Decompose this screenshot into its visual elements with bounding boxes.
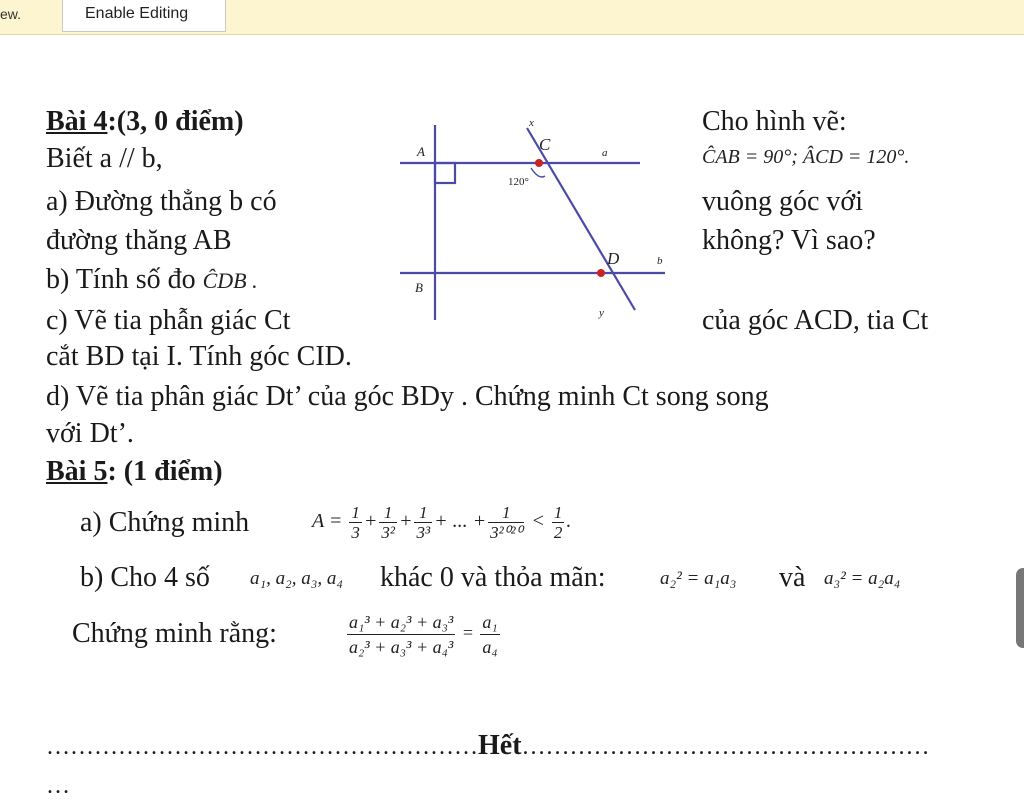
bai4-c-line1-right: của góc ACD, tia Ct <box>702 305 929 336</box>
bai5-a-expression: A = $\frac{1}{3}$ + $\frac{1}{\text{3²}}$ + $\frac{1}{\text{3³}}$ + ... + $\frac{1}{\text{3²⁰²⁰}}$ < $\frac{1}{2}$ . <box>312 502 572 542</box>
label-C: C <box>539 135 551 154</box>
bai5-a-text: a) Chứng minh <box>80 507 250 538</box>
message-bar-text: ew. <box>0 6 22 22</box>
footer-dots-left: ……………………………………………… <box>46 734 478 760</box>
bai4-d-line2: với Dt’. <box>46 418 134 449</box>
geometry-figure <box>395 110 695 330</box>
frac-rhs: $\frac{1}{2}$ <box>553 502 563 542</box>
point-C <box>535 159 543 167</box>
a-lt: < <box>531 510 545 532</box>
prove-rhs: $\frac{\text{a₁}}{\text{a₄}}$ <box>482 612 498 657</box>
right-angle-mark <box>435 163 455 183</box>
label-b: b <box>657 255 663 267</box>
enable-editing-button[interactable]: Enable Editing <box>62 0 226 32</box>
footer-ellipsis: … <box>46 773 70 799</box>
bai5-prove: Chứng minh rằng: <box>72 618 277 649</box>
bai5-title: Bài 5 <box>46 456 108 487</box>
bai4-b-text: b) Tính số đo <box>46 264 196 295</box>
frac-1: $\frac{1}{3}$ <box>351 502 360 542</box>
label-x: x <box>529 117 534 129</box>
point-D <box>597 269 605 277</box>
bai5-prove-expression <box>345 610 502 659</box>
frac-2: $\frac{1}{\text{3²}}$ <box>381 502 395 542</box>
bai4-c-line2: cắt BD tại I. Tính góc CID. <box>46 341 352 372</box>
line-xy <box>527 128 635 310</box>
label-D: D <box>607 249 620 268</box>
footer-het: Hết <box>478 730 522 761</box>
frac-3: $\frac{1}{\text{3³}}$ <box>416 502 431 542</box>
a-A: A = <box>312 510 343 532</box>
prove-eq: = <box>461 622 474 643</box>
bai4-intro-right: Cho hình vẽ: <box>702 106 847 137</box>
bai4-a-line1: a) Đường thẳng b có <box>46 186 277 217</box>
bai5-b-eq2: a₃² = a₂a₄ <box>824 568 901 589</box>
angle-label: 120° <box>508 176 529 188</box>
bai5-b-eq1: a₂² = a₁a₃ <box>660 568 737 589</box>
label-B: B <box>415 280 423 295</box>
bai4-given-angles: ĈAB = 90°; ÂCD = 120°. <box>702 146 910 168</box>
bai4-a-line2: đường thăng AB <box>46 225 232 256</box>
footer-line <box>46 730 930 763</box>
bai4-line1: Biết a // b, <box>46 143 163 174</box>
bai5-b-vars: a₁, a₂, a₃, a₄ <box>250 568 343 589</box>
label-y: y <box>599 307 604 319</box>
bai5-heading <box>46 456 223 488</box>
label-A: A <box>417 144 425 159</box>
bai4-b-line <box>46 264 258 297</box>
bai4-a-line1-right: vuông góc với <box>702 186 864 217</box>
frac-4: $\frac{1}{\text{3²⁰²⁰}}$ <box>490 502 523 542</box>
message-bar <box>0 0 1024 35</box>
bai4-score-b: 0 điểm) <box>147 106 244 137</box>
scrollbar-thumb[interactable] <box>1016 568 1024 648</box>
bai4-heading <box>46 106 244 138</box>
angle-arc <box>531 168 545 177</box>
label-a: a <box>602 147 608 159</box>
bai5-b-va: và <box>779 562 806 593</box>
bai4-title: Bài 4 <box>46 106 108 137</box>
prove-frac: $\frac{\text{a₁³ + a₂³ + a₃³}}{\text{a₂³ + a₃³ + a₄³}}$ <box>349 612 454 657</box>
bai4-c-line1: c) Vẽ tia phẫn giác Ct <box>46 305 291 336</box>
bai5-b-mid: khác 0 và thỏa mãn: <box>380 562 606 593</box>
footer-dots-right: …………………………………………… <box>521 734 930 760</box>
a-dots: + ... + <box>434 510 487 532</box>
bai5-score: : (1 điểm) <box>107 456 223 487</box>
bai4-d-line1: d) Vẽ tia phân giác Dt’ của góc BDy . Chứng minh Ct song song <box>46 381 769 412</box>
bai5-b-text: b) Cho 4 số <box>80 562 210 593</box>
bai4-b-angle: ĈDB . <box>202 268 258 293</box>
bai4-score: :(3, <box>107 106 148 137</box>
bai4-a-line2-right: không? Vì sao? <box>702 225 876 256</box>
